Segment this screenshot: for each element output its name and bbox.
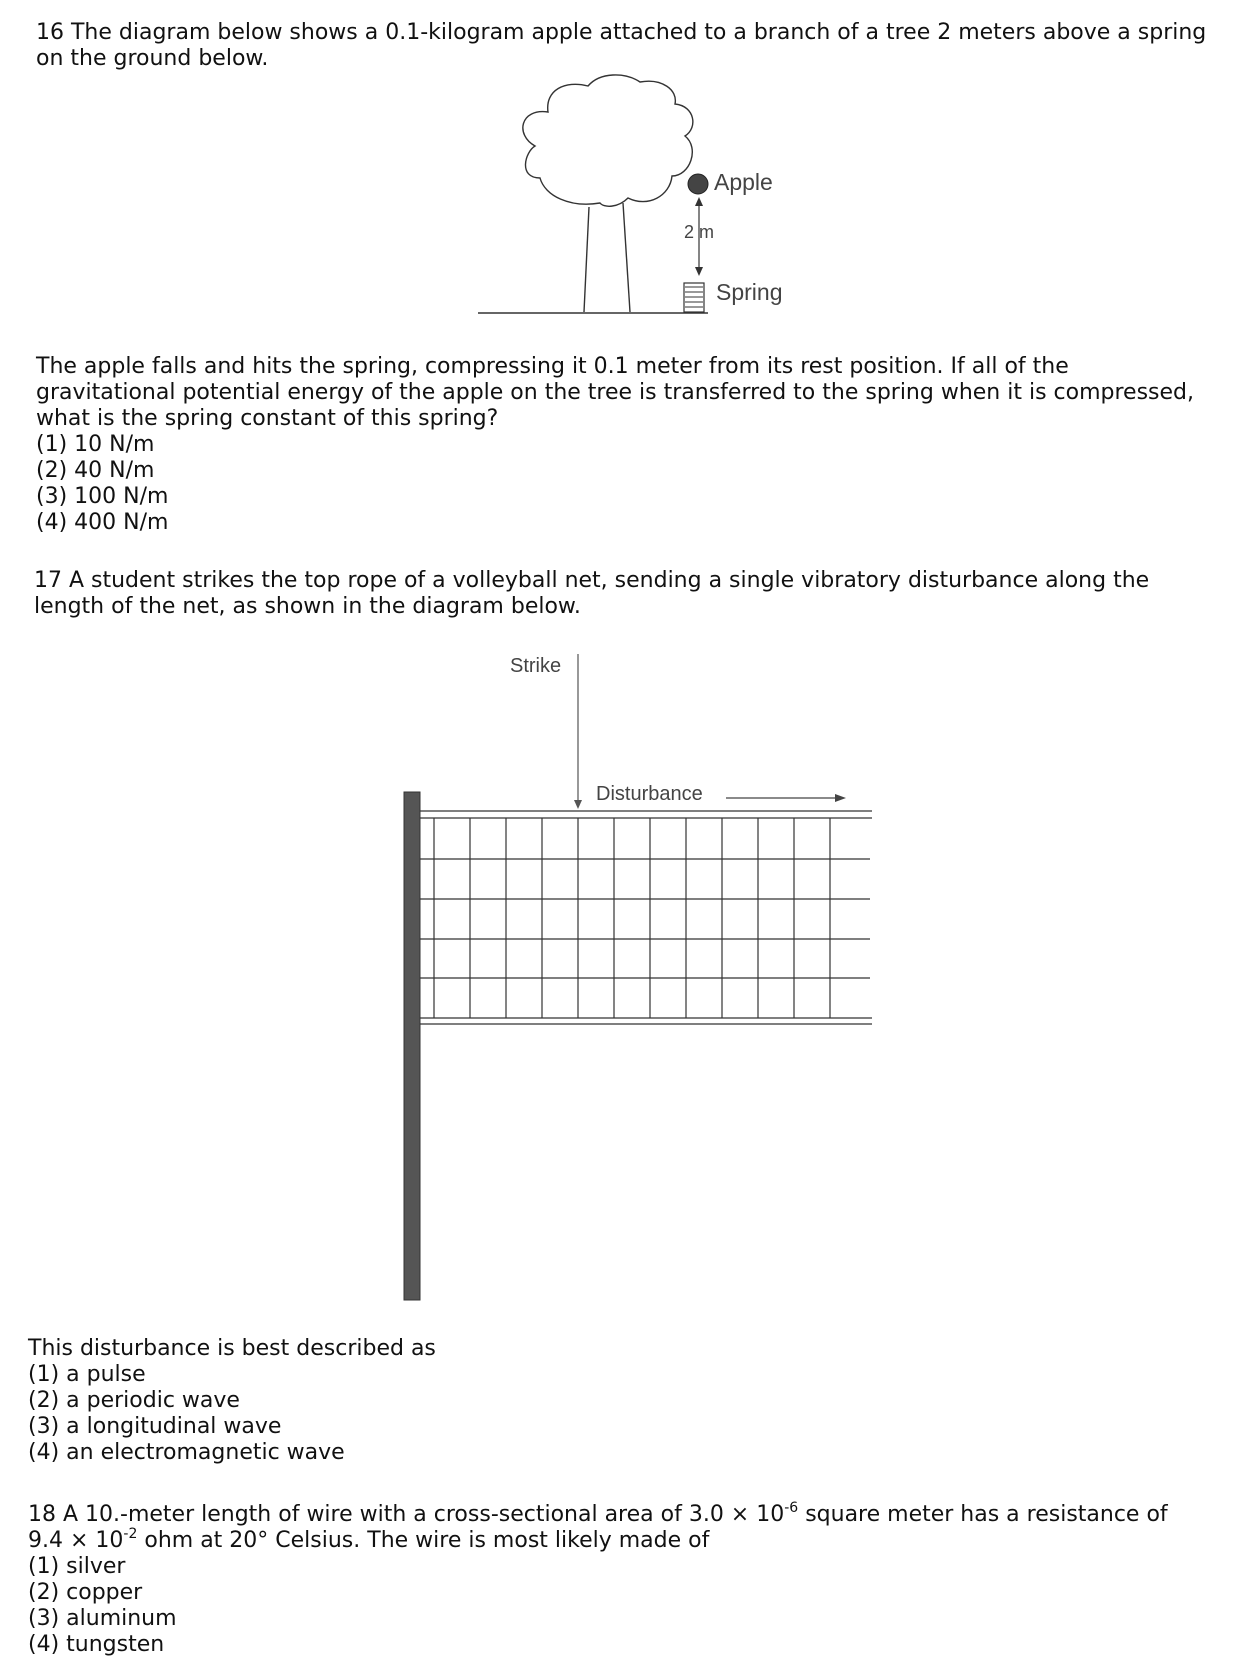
distance-label: 2 m bbox=[684, 222, 715, 242]
q18-line1-exponent: -6 bbox=[784, 1500, 799, 1516]
q17-choice-4: (4) an electromagnetic wave bbox=[28, 1440, 345, 1465]
disturbance-label: Disturbance bbox=[596, 783, 703, 805]
q16-choice-1: (1) 10 N/m bbox=[36, 432, 155, 457]
q18-stem-line-2 bbox=[28, 1528, 1168, 1554]
tree-trunk-right bbox=[623, 203, 630, 312]
apple bbox=[688, 174, 708, 194]
q18-line2-text: 9.4 × 10 bbox=[28, 1528, 124, 1553]
q18-line1-tail: square meter has a resistance of bbox=[798, 1502, 1168, 1527]
q18-stem bbox=[28, 1502, 1168, 1658]
q16-choice-4: (4) 400 N/m bbox=[36, 510, 169, 535]
q16-question-line-1: The apple falls and hits the spring, compressing it 0.1 meter from its rest position. If all of the bbox=[36, 354, 1069, 379]
q18-line2-exponent: -2 bbox=[123, 1526, 138, 1542]
tree-trunk-left bbox=[584, 207, 589, 312]
q16-question-line-3: what is the spring constant of this spring? bbox=[36, 406, 499, 431]
q17-choice-2: (2) a periodic wave bbox=[28, 1388, 240, 1413]
q18-stem-line-1 bbox=[28, 1502, 1168, 1528]
apple-label: Apple bbox=[714, 169, 773, 195]
tree-canopy bbox=[523, 75, 693, 206]
apple-tree-diagram bbox=[0, 0, 1248, 330]
spring-label: Spring bbox=[716, 279, 783, 305]
net-pole bbox=[404, 792, 420, 1300]
q17-stem-line-1: 17 A student strikes the top rope of a volleyball net, sending a single vibratory disturbance along the bbox=[34, 568, 1150, 593]
q16-choice-2: (2) 40 N/m bbox=[36, 458, 155, 483]
q18-choice-3: (3) aluminum bbox=[28, 1606, 177, 1631]
strike-label: Strike bbox=[510, 655, 562, 677]
q18-line1-text: 18 A 10.-meter length of wire with a cross-sectional area of 3.0 × 10 bbox=[28, 1502, 785, 1527]
q17-choice-3: (3) a longitudinal wave bbox=[28, 1414, 282, 1439]
q18-choice-4: (4) tungsten bbox=[28, 1632, 165, 1657]
distance-arrow-head-down bbox=[695, 267, 703, 276]
q17-question bbox=[28, 1336, 436, 1466]
q16-question bbox=[36, 354, 1194, 536]
net-mesh bbox=[420, 818, 870, 1018]
q16-stem-line-2: on the ground below. bbox=[36, 46, 269, 71]
q18-choice-1: (1) silver bbox=[28, 1554, 126, 1579]
q17-stem-line-2: length of the net, as shown in the diagram below. bbox=[34, 594, 581, 619]
disturbance-arrow-head bbox=[835, 794, 846, 802]
q17-stem bbox=[34, 568, 1149, 620]
q18-choice-2: (2) copper bbox=[28, 1580, 143, 1605]
q16-choice-3: (3) 100 N/m bbox=[36, 484, 169, 509]
strike-arrow-head bbox=[574, 800, 582, 809]
volleyball-net-diagram bbox=[0, 640, 1248, 1310]
q17-choice-1: (1) a pulse bbox=[28, 1362, 146, 1387]
q17-question-line: This disturbance is best described as bbox=[28, 1336, 436, 1361]
q16-stem-line-1: 16 The diagram below shows a 0.1-kilogram apple attached to a branch of a tree 2 meters above a spring bbox=[36, 20, 1207, 45]
q18-line2-tail: ohm at 20° Celsius. The wire is most likely made of bbox=[137, 1528, 710, 1553]
q16-question-line-2: gravitational potential energy of the apple on the tree is transferred to the spring when it is compressed, bbox=[36, 380, 1195, 405]
distance-arrow-head-up bbox=[695, 197, 703, 206]
